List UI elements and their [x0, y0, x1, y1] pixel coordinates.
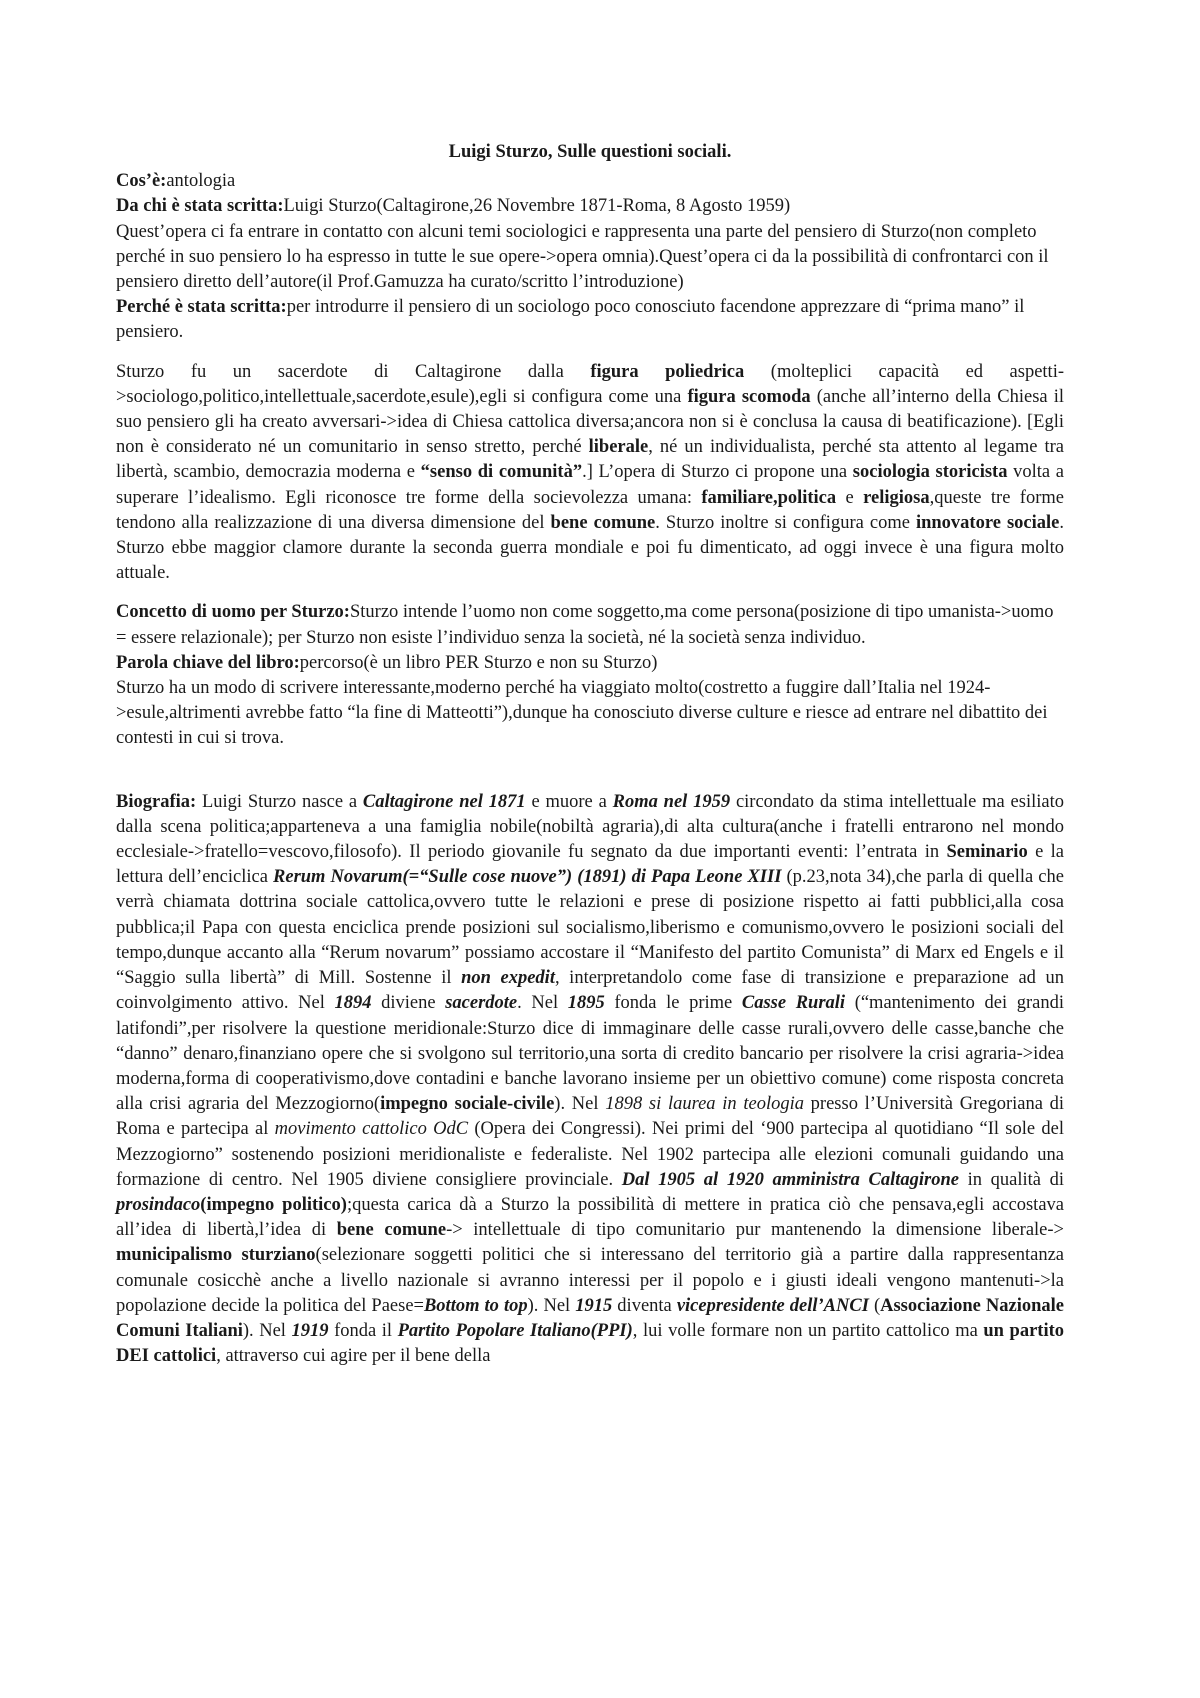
spacer — [116, 346, 1064, 360]
emphasized-text: 1894 — [334, 993, 372, 1014]
emphasized-text: sociologia storicista — [852, 462, 1008, 483]
emphasized-text: Casse Rurali — [741, 993, 846, 1014]
emphasized-text: (impegno politico) — [200, 1194, 347, 1215]
emphasized-text: religiosa — [863, 487, 930, 508]
text-segment: Sturzo ha un modo di scrivere interessante,moderno perché ha viaggiato molto(costretto a fuggire dall’Italia nel 1924->esule,altrimenti avrebbe fatto “la fine di Matteotti”),dunque ha conosciuto diverse culture e riesce ad entrare nel dibattito dei contesti in cui si trova. — [116, 678, 1048, 749]
emphasized-text: un partito DEI cattolici — [116, 1320, 1064, 1367]
concept-of-man — [116, 600, 1064, 650]
text-segment: e la lettura dell’enciclica — [116, 842, 1064, 888]
text-segment: ). Nel — [527, 1295, 576, 1316]
why-written-line — [116, 295, 1064, 345]
text-segment: antologia — [166, 171, 236, 192]
emphasized-text: bene comune — [550, 512, 656, 533]
emphasized-text: figura poliedrica — [590, 361, 745, 382]
emphasized-text: “senso di comunità” — [420, 462, 583, 483]
text-segment: (selezionare soggetti politici che si interessano del territorio già a partire dalla rappresentanza comunale cosicchè anche a livello nazionale si avranno interessi per il popolo e i giusti ideali vengono mantenuti->la popolazione decide la politica del Paese= — [116, 1245, 1064, 1316]
text-segment: e muore a — [525, 791, 613, 812]
text-segment: ( — [868, 1295, 881, 1316]
emphasized-text: 1919 — [291, 1320, 329, 1341]
emphasized-text: 1898 si laurea in teologia — [605, 1094, 804, 1115]
emphasized-text: Associazione Nazionale Comuni Italiani — [116, 1295, 1064, 1341]
emphasized-text: municipalismo sturziano — [116, 1245, 316, 1266]
emphasized-text: Caltagirone nel 1871 — [362, 791, 526, 812]
emphasized-text: movimento cattolico OdC — [274, 1119, 469, 1140]
text-segment: volta a superare l’idealismo. Egli riconosce tre forme della socievolezza umana: — [116, 462, 1064, 508]
spacer — [116, 586, 1064, 600]
emphasized-text: Seminario — [946, 842, 1028, 863]
text-segment: diviene — [371, 993, 446, 1014]
text-segment: -> intellettuale di tipo comunitario pur mantenendo la dimensione liberale-> — [446, 1220, 1064, 1241]
text-segment: (“mantenimento dei grandi latifondi”,per risolvere la questione meridionale:Sturzo dice di immaginare delle casse rurali,ovvero delle casse,banche che “danno” denaro,finanziano opere che si svolgono sul territorio,una sorta di credito bancario per risolvere la crisi agraria->idea moderna,forma di cooperativismo,dove contadini e banche lavorano insieme per un obiettivo comune) come risposta concreta alla crisi agraria del Mezzogiorno( — [116, 993, 1065, 1115]
text-segment: , interpretandolo come fase di transizione e preparazione ad un coinvolgimento attivo. Nel — [116, 968, 1064, 1014]
text-segment: percorso(è un libro PER Sturzo e non su Sturzo) — [299, 652, 658, 673]
text-segment: ;questa carica dà a Sturzo la possibilità di mettere in pratica ciò che pensava,egli accostava all’idea di libertà,l’idea di — [116, 1194, 1064, 1241]
emphasized-text: Cos’è: — [116, 171, 167, 192]
emphasized-text: 1895 — [567, 993, 605, 1014]
work-description — [116, 220, 1064, 296]
text-segment: ). Nel — [554, 1094, 606, 1115]
text-segment: presso l’Università Gregoriana di Roma e partecipa al — [116, 1094, 1065, 1140]
document-title: Luigi Sturzo, Sulle questioni sociali. — [448, 142, 732, 162]
document-page — [116, 140, 1064, 1369]
emphasized-text: liberale — [588, 437, 649, 458]
written-by-line — [116, 194, 1064, 219]
emphasized-text: Bottom to top — [423, 1295, 528, 1316]
text-segment: ). Nel — [242, 1320, 292, 1341]
emphasized-text: familiare,politica — [701, 487, 837, 508]
emphasized-text: sacerdote — [445, 993, 518, 1014]
emphasized-text: Da chi è stata scritta: — [116, 196, 284, 217]
text-segment: Sturzo intende l’uomo non come soggetto,ma come persona(posizione di tipo umanista->uomo = essere relazionale); per Sturzo non esiste l’individuo senza la società, né la società senza individuo. — [116, 602, 1054, 648]
writing-style — [116, 676, 1064, 752]
emphasized-text: Rerum Novarum(=“Sulle cose nuove”) (1891) di Papa Leone XIII — [273, 867, 782, 888]
text-segment: circondato da stima intellettuale ma esiliato dalla scena politica;apparteneva a una famiglia nobile(nobiltà agraria),di alta cultura(anche i fratelli entrarono nel mondo ecclesiale->fratello=vescovo,filosofo). Il periodo giovanile fu segnato da due importanti eventi: l’entrata in — [116, 791, 1064, 863]
text-segment: (molteplici capacità ed aspetti->sociologo,politico,intellettuale,sacerdote,esule),egli si configura come una — [116, 361, 1064, 407]
text-segment: fonda le prime — [604, 993, 742, 1014]
text-segment: e — [836, 487, 864, 508]
what-is-line — [116, 169, 1064, 194]
text-segment: per introdurre il pensiero di un sociologo poco conosciuto facendone apprezzare di “prima mano” il pensiero. — [116, 297, 1025, 343]
text-segment: . Nel — [517, 993, 568, 1014]
text-segment: .] L’opera di Sturzo ci propone una — [582, 462, 853, 483]
emphasized-text: figura scomoda — [687, 386, 811, 407]
text-segment: (p.23,nota 34),che parla di quella che verrà chiamata dottrina sociale cattolica,ovvero tutte le relazioni e prese di posizione rispetto ai fatti pubblici,alla cosa pubblica;il Papa con questa enciclica prende posizioni sul socialismo,liberismo e comunismo,ovvero le posizioni sociali del tempo,dunque accanto alla “Rerum novarum” possiamo accostare il “Manifesto del partito Comunista” di Marx ed Engels e il “Saggio sulla libertà” di Mill. Sostenne il — [116, 867, 1064, 989]
sturzo-paragraph — [116, 360, 1064, 587]
text-segment: ,queste tre forme tendono alla realizzazione di una diversa dimensione del — [116, 487, 1064, 533]
spacer — [116, 752, 1064, 790]
text-segment: Quest’opera ci fa entrare in contatto con alcuni temi sociologici e rappresenta una parte del pensiero di Sturzo(non completo perché in suo pensiero lo ha espresso in tutte le sue opere->opera omnia).Quest’opera ci da la possibilità di confrontarci con il pensiero diretto dell’autore(il Prof.Gamuzza ha curato/scritto l’introduzione) — [116, 221, 1049, 293]
emphasized-text: 1915 — [575, 1295, 613, 1316]
emphasized-text: Roma nel 1959 — [612, 791, 731, 812]
text-segment: in qualità di — [958, 1169, 1064, 1190]
emphasized-text: Biografia: — [116, 791, 197, 812]
emphasized-text: Partito Popolare Italiano(PPI) — [397, 1320, 633, 1341]
text-segment: . Sturzo inoltre si configura come — [655, 512, 916, 533]
biography-paragraph — [116, 790, 1064, 1370]
text-segment: (Opera dei Congressi). Nei primi del ‘900 partecipa al quotidiano “Il sole del Mezzogiorno” sostenendo posizioni meridionaliste e federaliste. Nel 1902 partecipa alle elezioni comunali guidando una formazione di centro. Nel 1905 diviene consigliere provinciale. — [116, 1119, 1064, 1190]
text-segment: Luigi Sturzo nasce a — [196, 791, 363, 812]
emphasized-text: Dal 1905 al 1920 amministra Caltagirone — [621, 1169, 959, 1190]
text-segment: , lui volle formare non un partito cattolico ma — [632, 1320, 984, 1341]
emphasized-text: bene comune — [336, 1220, 447, 1241]
text-segment: (anche all’interno della Chiesa il suo pensiero gli ha creato avversari->idea di Chiesa cattolica diversa;ancora non si è conclusa la causa di beatificazione). [Egli non è considerato né un comunitario in senso stretto, perché — [116, 386, 1064, 458]
emphasized-text: Perché è stata scritta: — [116, 297, 287, 318]
text-segment: , attraverso cui agire per il bene della — [216, 1346, 491, 1367]
emphasized-text: Concetto di uomo per Sturzo: — [116, 602, 350, 623]
keyword-line — [116, 651, 1064, 676]
text-segment: , né un individualista, perché sta attento al legame tra libertà, scambio, democrazia moderna e — [116, 437, 1064, 483]
emphasized-text: vicepresidente dell’ANCI — [676, 1295, 869, 1316]
emphasized-text: prosindaco — [116, 1194, 201, 1215]
text-segment: diventa — [612, 1295, 677, 1316]
text-segment: fonda il — [328, 1320, 398, 1341]
text-segment: Sturzo fu un sacerdote di Caltagirone dalla — [116, 361, 591, 382]
emphasized-text: non expedit — [461, 968, 555, 989]
text-segment: Luigi Sturzo(Caltagirone,26 Novembre 1871-Roma, 8 Agosto 1959) — [283, 196, 791, 217]
emphasized-text: impegno sociale-civile — [380, 1094, 555, 1115]
emphasized-text: innovatore sociale — [915, 512, 1060, 533]
emphasized-text: Parola chiave del libro: — [116, 652, 300, 673]
text-segment: . Sturzo ebbe maggior clamore durante la seconda guerra mondiale e poi fu dimenticato, ad oggi invece è una figura molto attuale. — [116, 512, 1064, 584]
